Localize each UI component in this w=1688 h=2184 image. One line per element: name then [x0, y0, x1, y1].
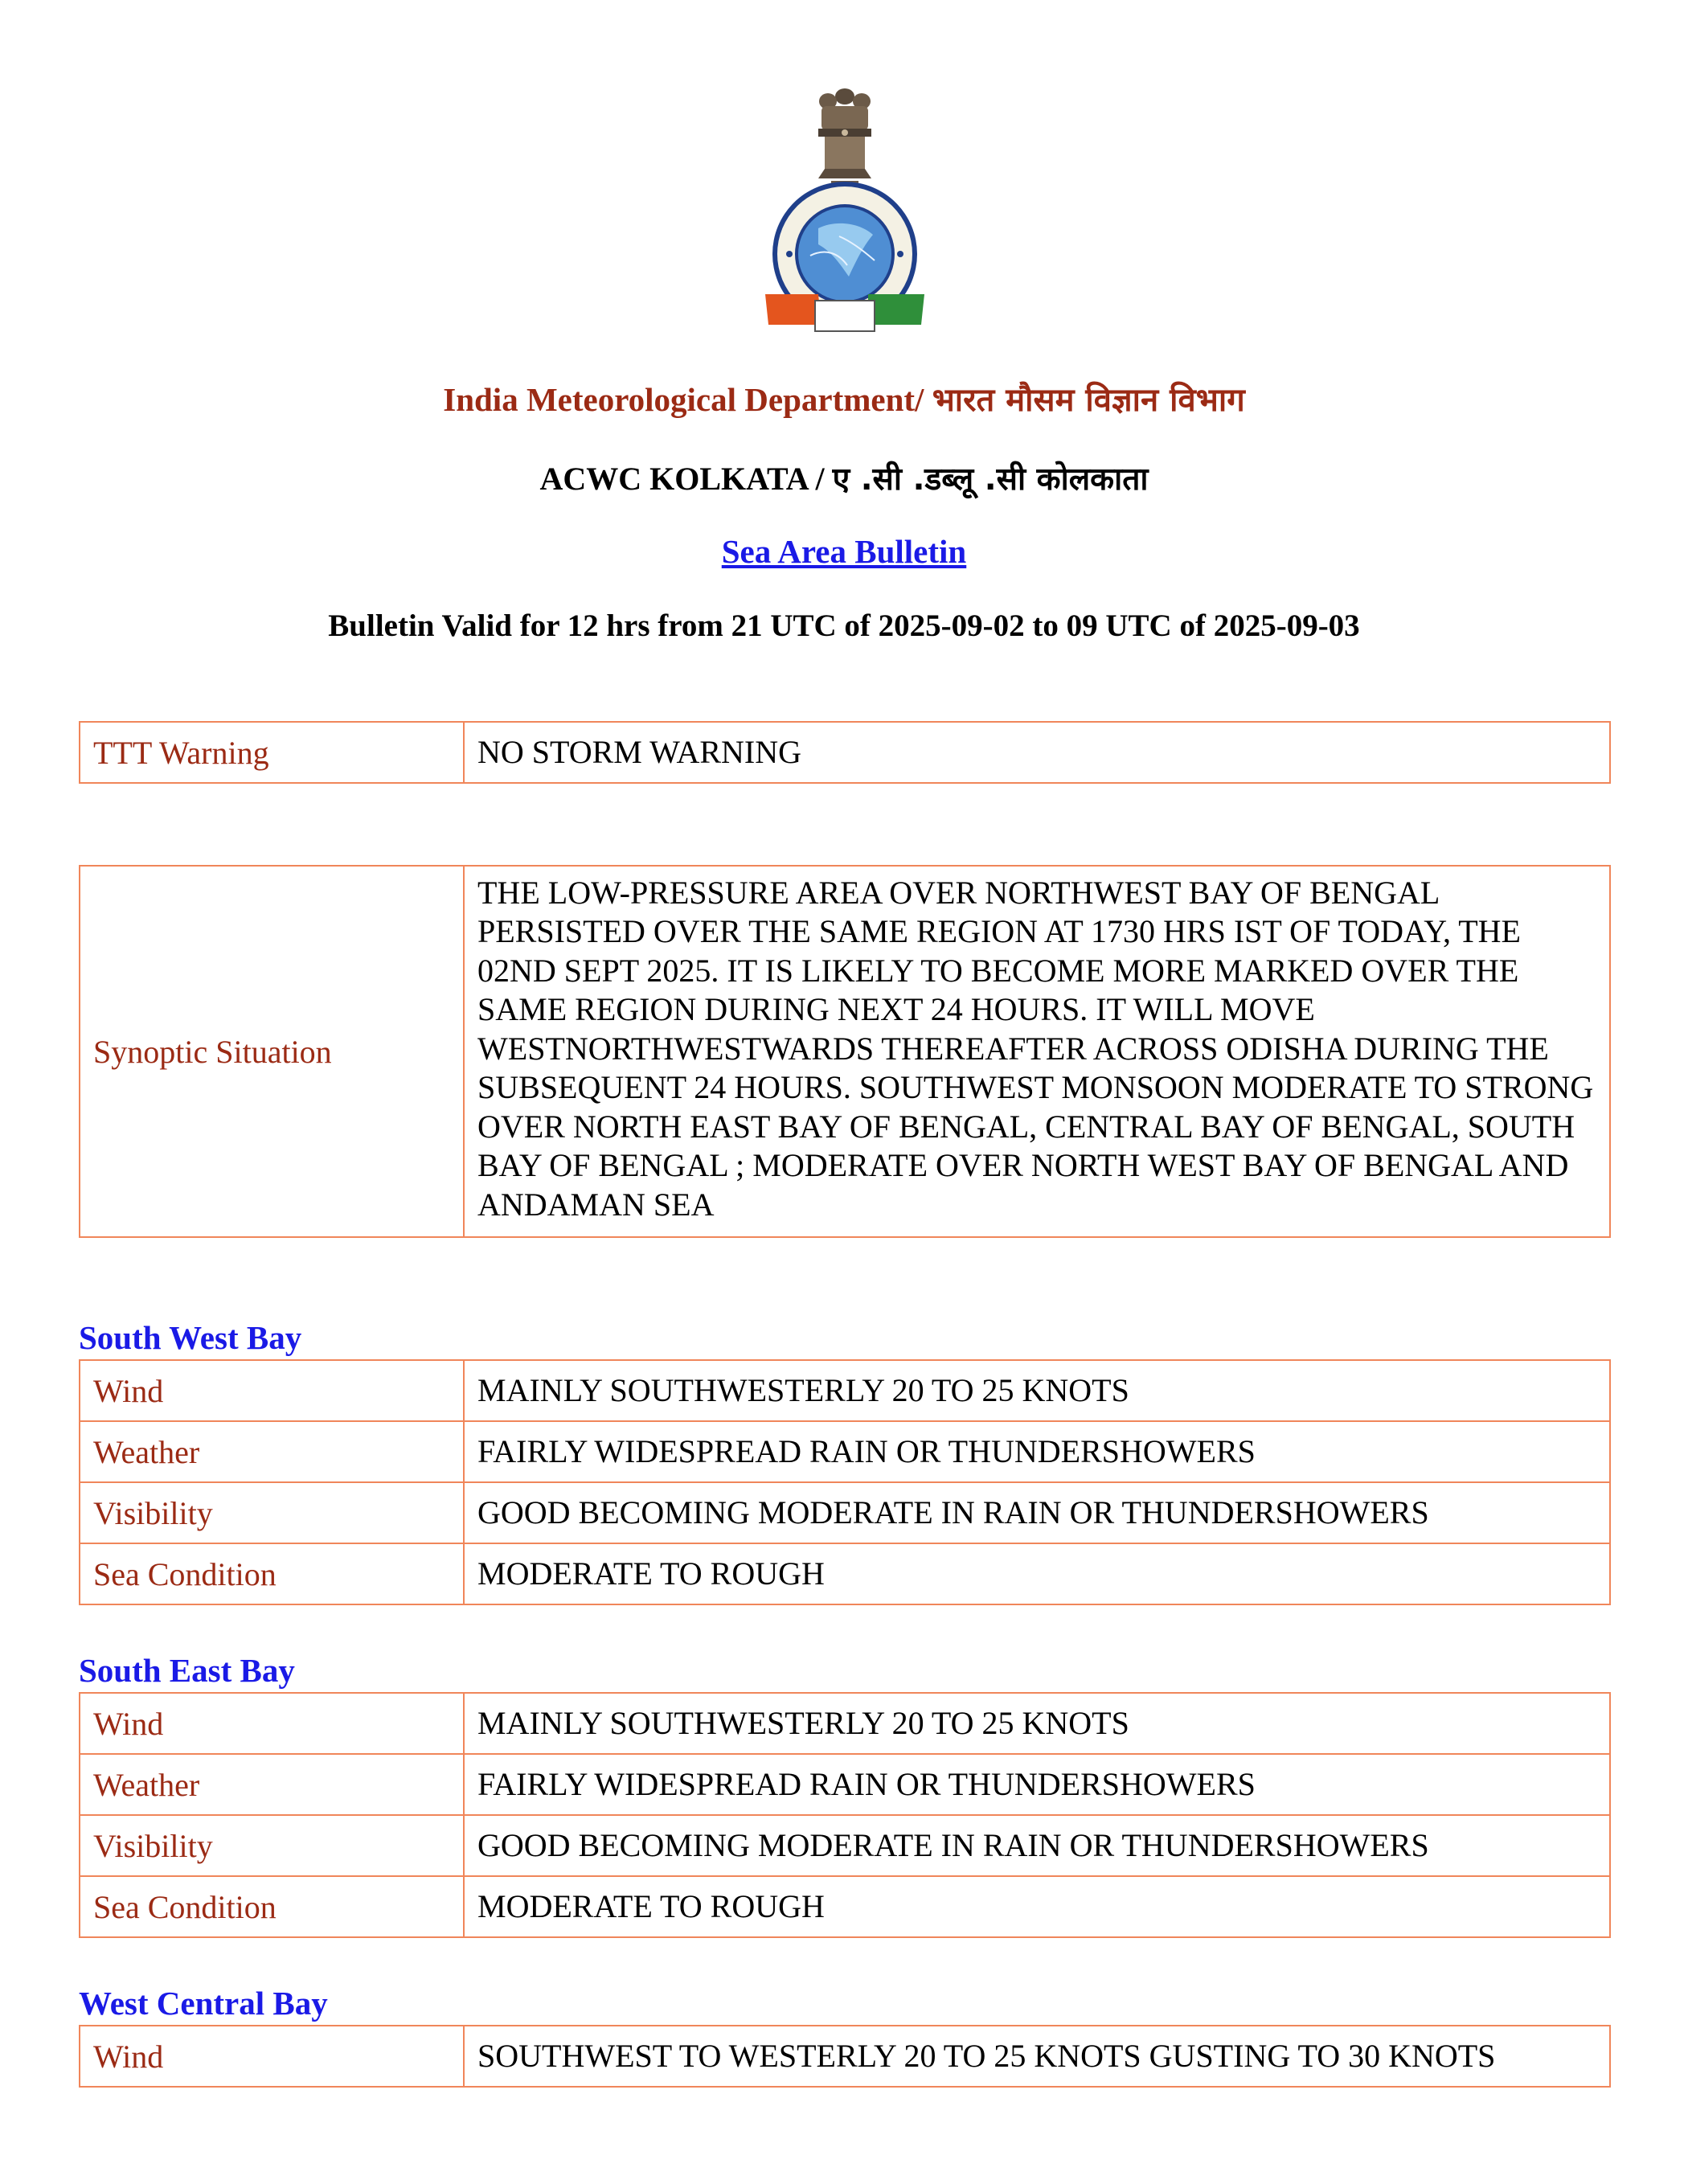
table-row [80, 1754, 1610, 1815]
table-row [80, 2026, 1610, 2087]
bulletin-title [0, 532, 1688, 571]
validity-statement: Bulletin Valid for 12 hrs from 21 UTC of 2025-09-02 to 09 UTC of 2025-09-03 [328, 608, 1360, 643]
national-emblem-icon [818, 88, 871, 184]
office-name-hi: ए .सी .डब्लू .सी कोलकाता [832, 461, 1149, 498]
row-label: Sea Condition [80, 1876, 464, 1937]
row-value: GOOD BECOMING MODERATE IN RAIN OR THUNDERSHOWERS [464, 1482, 1610, 1543]
row-label: Visibility [80, 1815, 464, 1876]
imd-logo [762, 84, 928, 333]
synoptic-table [79, 865, 1611, 1238]
department-title [0, 376, 1688, 420]
row-label: Sea Condition [80, 1543, 464, 1604]
row-label: Weather [80, 1754, 464, 1815]
office-title [0, 457, 1688, 499]
table-row [80, 1543, 1610, 1604]
row-label: Wind [80, 1693, 464, 1754]
row-value: FAIRLY WIDESPREAD RAIN OR THUNDERSHOWERS [464, 1754, 1610, 1815]
sea-area-bulletin-link[interactable]: Sea Area Bulletin [721, 533, 967, 570]
area-table-west-central-bay [79, 2025, 1611, 2088]
department-name-hi: भारत मौसम विज्ञान विभाग [932, 382, 1245, 419]
area-table-south-east-bay [79, 1692, 1611, 1938]
table-row [80, 1693, 1610, 1754]
row-label: Visibility [80, 1482, 464, 1543]
table-row [80, 1360, 1610, 1421]
row-value: GOOD BECOMING MODERATE IN RAIN OR THUNDERSHOWERS [464, 1815, 1610, 1876]
area-table-south-west-bay [79, 1359, 1611, 1605]
row-value: MAINLY SOUTHWESTERLY 20 TO 25 KNOTS [464, 1360, 1610, 1421]
row-value: MODERATE TO ROUGH [464, 1876, 1610, 1937]
row-value: FAIRLY WIDESPREAD RAIN OR THUNDERSHOWERS [464, 1421, 1610, 1482]
table-row [80, 1482, 1610, 1543]
row-label: Weather [80, 1421, 464, 1482]
synoptic-value: THE LOW-PRESSURE AREA OVER NORTHWEST BAY OF BENGAL PERSISTED OVER THE SAME REGION AT 1730 HRS IST OF TODAY, THE 02ND SEPT 2025. IT IS LIKELY TO BECOME MORE MARKED OVER THE SAME REGION DURING NEXT 24 HOURS. IT WILL MOVE WESTNORTHWESTWARDS THEREAFTER ACROSS ODISHA DURING THE SUBSEQUENT 24 HOURS. SOUTHWEST MONSOON MODERATE TO STRONG OVER NORTH EAST BAY OF BENGAL, CENTRAL BAY OF BENGAL, SOUTH BAY OF BENGAL ; MODERATE OVER NORTH WEST BAY OF BENGAL AND ANDAMAN SEA [464, 866, 1610, 1237]
warning-label: TTT Warning [80, 722, 464, 783]
row-value: MODERATE TO ROUGH [464, 1543, 1610, 1604]
area-title-west-central-bay: West Central Bay [79, 1985, 328, 2022]
table-row [80, 1815, 1610, 1876]
department-name-en: India Meteorological Department/ [443, 381, 924, 418]
table-row [80, 722, 1610, 783]
table-row [80, 866, 1610, 1237]
office-name-en: ACWC KOLKATA / [539, 461, 825, 497]
row-label: Wind [80, 1360, 464, 1421]
warning-table [79, 721, 1611, 784]
row-value: MAINLY SOUTHWESTERLY 20 TO 25 KNOTS [464, 1693, 1610, 1754]
row-value: SOUTHWEST TO WESTERLY 20 TO 25 KNOTS GUSTING TO 30 KNOTS [464, 2026, 1610, 2087]
table-row [80, 1876, 1610, 1937]
area-title-south-west-bay: South West Bay [79, 1319, 302, 1356]
area-title-south-east-bay: South East Bay [79, 1652, 295, 1689]
warning-value: NO STORM WARNING [464, 722, 1610, 783]
table-row [80, 1421, 1610, 1482]
synoptic-label: Synoptic Situation [80, 866, 464, 1237]
row-label: Wind [80, 2026, 464, 2087]
